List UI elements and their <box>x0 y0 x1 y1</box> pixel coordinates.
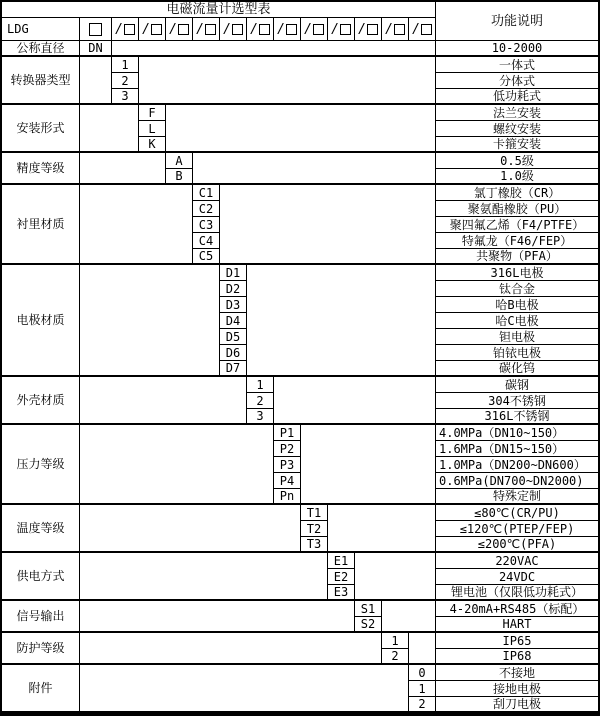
function-cell: 法兰安装 <box>436 105 598 121</box>
order-code-slash-slot <box>139 18 166 41</box>
order-code-slash-slot <box>355 18 382 41</box>
function-cell: 0.6MPa(DN700~DN2000) <box>436 473 598 489</box>
checkbox-square-icon <box>151 24 162 35</box>
function-cell: 钛合金 <box>436 281 598 297</box>
left-filler-cell <box>80 185 193 265</box>
code-cell: 1 <box>409 681 436 697</box>
order-code-slash-slot <box>247 18 274 41</box>
function-cell: 铂铱电极 <box>436 345 598 361</box>
function-cell: IP68 <box>436 649 598 665</box>
code-cell: P3 <box>274 457 301 473</box>
order-code-slash-slot <box>166 18 193 41</box>
category-label: 供电方式 <box>2 553 80 601</box>
left-filler-cell <box>80 105 139 153</box>
checkbox-square-icon <box>89 23 102 36</box>
function-cell: 哈C电极 <box>436 313 598 329</box>
checkbox-square-icon <box>205 24 216 35</box>
order-code-slash-slot <box>220 18 247 41</box>
slash-glyph: / <box>331 21 339 37</box>
category-label: 衬里材质 <box>2 185 80 265</box>
code-cell: 2 <box>382 649 409 665</box>
right-filler-cell <box>382 601 436 633</box>
checkbox-square-icon <box>421 24 432 35</box>
code-cell: C4 <box>193 233 220 249</box>
slash-glyph: / <box>385 21 393 37</box>
function-cell: 特氟龙（F46/FEP） <box>436 233 598 249</box>
code-cell: D1 <box>220 265 247 281</box>
function-cell: 1.0MPa（DN200~DN600） <box>436 457 598 473</box>
order-code-slash-slot <box>328 18 355 41</box>
code-cell: T3 <box>301 537 328 553</box>
function-cell: 304不锈钢 <box>436 393 598 409</box>
function-cell: 分体式 <box>436 73 598 89</box>
code-cell: S2 <box>355 617 382 633</box>
code-cell: Pn <box>274 489 301 505</box>
slash-glyph: / <box>169 21 177 37</box>
left-filler-cell <box>80 377 247 425</box>
code-cell: 2 <box>112 73 139 89</box>
function-cell: 24VDC <box>436 569 598 585</box>
right-filler-cell <box>409 633 436 665</box>
left-filler-cell <box>80 57 112 105</box>
function-cell: 螺纹安装 <box>436 121 598 137</box>
checkbox-square-icon <box>178 24 189 35</box>
order-code-slash-slot <box>301 18 328 41</box>
category-label: 电极材质 <box>2 265 80 377</box>
code-cell: 3 <box>247 409 274 425</box>
code-cell: A <box>166 153 193 169</box>
category-label: 防护等级 <box>2 633 80 665</box>
function-cell: 0.5级 <box>436 153 598 169</box>
function-cell: 220VAC <box>436 553 598 569</box>
category-label: 温度等级 <box>2 505 80 553</box>
function-cell: 卡箍安装 <box>436 137 598 153</box>
code-cell: E3 <box>328 585 355 601</box>
function-cell: 碳钢 <box>436 377 598 393</box>
code-cell: D5 <box>220 329 247 345</box>
category-label: 精度等级 <box>2 153 80 185</box>
function-cell: 4-20mA+RS485（标配） <box>436 601 598 617</box>
function-cell: 一体式 <box>436 57 598 73</box>
category-label: 安装形式 <box>2 105 80 153</box>
left-filler-cell <box>80 665 409 713</box>
left-filler-cell <box>80 601 355 633</box>
table-title: 电磁流量计选型表 <box>2 2 436 18</box>
code-cell: 2 <box>247 393 274 409</box>
function-cell: 4.0MPa（DN10~150） <box>436 425 598 441</box>
order-code-slash-slot <box>193 18 220 41</box>
left-filler-cell <box>80 505 301 553</box>
function-cell: 聚四氟乙烯（F4/PTFE） <box>436 217 598 233</box>
order-code-slash-slot <box>382 18 409 41</box>
code-cell: K <box>139 137 166 153</box>
function-cell: ≤200℃(PFA) <box>436 537 598 553</box>
code-cell: DN <box>80 41 112 57</box>
right-filler-cell <box>166 105 436 153</box>
code-cell: P2 <box>274 441 301 457</box>
checkbox-square-icon <box>124 24 135 35</box>
category-label: 压力等级 <box>2 425 80 505</box>
category-label: 信号输出 <box>2 601 80 633</box>
checkbox-square-icon <box>394 24 405 35</box>
order-code-slash-slot <box>112 18 139 41</box>
function-cell: ≤80℃(CR/PU) <box>436 505 598 521</box>
checkbox-square-icon <box>367 24 378 35</box>
right-filler-cell <box>112 41 436 57</box>
function-cell: 聚氨酯橡胶（PU） <box>436 201 598 217</box>
right-filler-cell <box>328 505 436 553</box>
slash-glyph: / <box>142 21 150 37</box>
code-cell: L <box>139 121 166 137</box>
order-code-slash-slot <box>409 18 436 41</box>
function-cell: 1.0级 <box>436 169 598 185</box>
function-cell: 共聚物（PFA） <box>436 249 598 265</box>
code-cell: C3 <box>193 217 220 233</box>
function-cell: 特殊定制 <box>436 489 598 505</box>
left-filler-cell <box>80 265 220 377</box>
code-cell: 0 <box>409 665 436 681</box>
function-cell: HART <box>436 617 598 633</box>
function-cell: 不接地 <box>436 665 598 681</box>
code-cell: C5 <box>193 249 220 265</box>
slash-glyph: / <box>115 21 123 37</box>
function-cell: 接地电极 <box>436 681 598 697</box>
order-code-slash-slot <box>274 18 301 41</box>
slash-glyph: / <box>250 21 258 37</box>
code-cell: C1 <box>193 185 220 201</box>
left-filler-cell <box>80 153 166 185</box>
function-cell: IP65 <box>436 633 598 649</box>
code-cell: T1 <box>301 505 328 521</box>
slash-glyph: / <box>358 21 366 37</box>
function-cell: 氯丁橡胶（CR） <box>436 185 598 201</box>
function-cell: 哈B电极 <box>436 297 598 313</box>
category-label: 附件 <box>2 665 80 713</box>
function-cell: 316L电极 <box>436 265 598 281</box>
function-cell: ≤120℃(PTEP/FEP) <box>436 521 598 537</box>
right-filler-cell <box>274 377 436 425</box>
checkbox-square-icon <box>286 24 297 35</box>
code-cell: E1 <box>328 553 355 569</box>
category-label: 公称直径 <box>2 41 80 57</box>
code-cell: E2 <box>328 569 355 585</box>
right-filler-cell <box>220 185 436 265</box>
right-filler-cell <box>193 153 436 185</box>
code-cell: 3 <box>112 89 139 105</box>
code-cell: D4 <box>220 313 247 329</box>
left-filler-cell <box>80 425 274 505</box>
order-code-first-slot <box>80 18 112 41</box>
function-cell: 低功耗式 <box>436 89 598 105</box>
right-filler-cell <box>247 265 436 377</box>
right-filler-cell <box>355 553 436 601</box>
slash-glyph: / <box>412 21 420 37</box>
category-label: 转换器类型 <box>2 57 80 105</box>
function-cell: 316L不锈钢 <box>436 409 598 425</box>
code-cell: D6 <box>220 345 247 361</box>
function-cell: 1.6MPa（DN15~150） <box>436 441 598 457</box>
right-filler-cell <box>301 425 436 505</box>
code-cell: B <box>166 169 193 185</box>
checkbox-square-icon <box>340 24 351 35</box>
slash-glyph: / <box>304 21 312 37</box>
function-cell: 碳化钨 <box>436 361 598 377</box>
code-cell: D3 <box>220 297 247 313</box>
code-cell: 1 <box>382 633 409 649</box>
code-cell: D7 <box>220 361 247 377</box>
function-column-header: 功能说明 <box>436 2 598 41</box>
code-cell: 1 <box>112 57 139 73</box>
right-filler-cell <box>139 57 436 105</box>
code-cell: C2 <box>193 201 220 217</box>
code-cell: T2 <box>301 521 328 537</box>
code-cell: P1 <box>274 425 301 441</box>
slash-glyph: / <box>223 21 231 37</box>
function-cell: 钽电极 <box>436 329 598 345</box>
function-cell: 刮刀电极 <box>436 697 598 713</box>
code-cell: F <box>139 105 166 121</box>
function-cell: 锂电池（仅限低功耗式） <box>436 585 598 601</box>
function-cell: 10-2000 <box>436 41 598 57</box>
slash-glyph: / <box>277 21 285 37</box>
checkbox-square-icon <box>313 24 324 35</box>
code-cell: S1 <box>355 601 382 617</box>
checkbox-square-icon <box>259 24 270 35</box>
code-cell: D2 <box>220 281 247 297</box>
model-prefix-cell: LDG <box>2 18 80 41</box>
code-cell: 1 <box>247 377 274 393</box>
code-cell: 2 <box>409 697 436 713</box>
left-filler-cell <box>80 633 382 665</box>
checkbox-square-icon <box>232 24 243 35</box>
code-cell: P4 <box>274 473 301 489</box>
category-label: 外壳材质 <box>2 377 80 425</box>
slash-glyph: / <box>196 21 204 37</box>
left-filler-cell <box>80 553 328 601</box>
